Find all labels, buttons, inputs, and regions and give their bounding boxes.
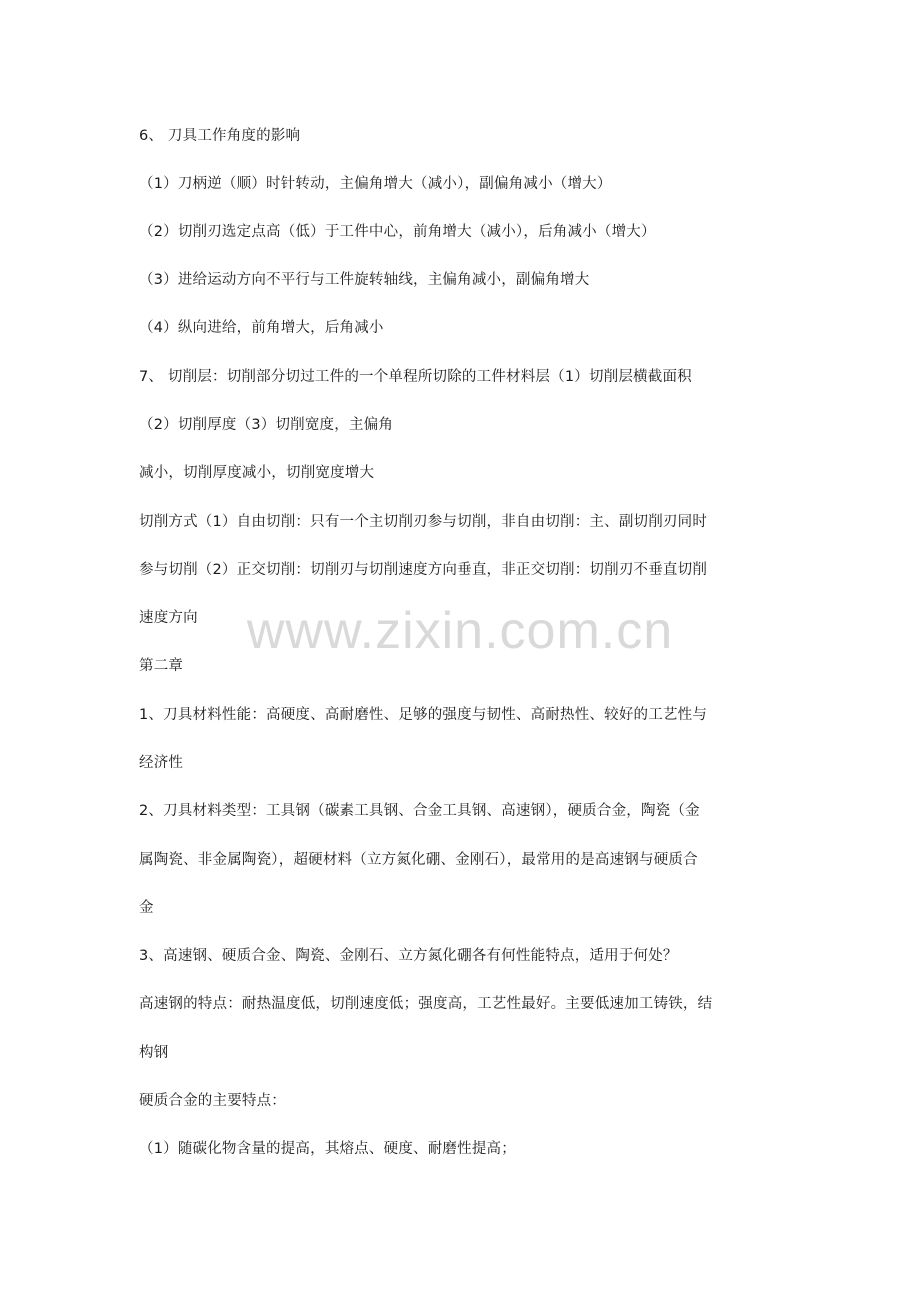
text-line: 高速钢的特点：耐热温度低，切削速度低；强度高，工艺性最好。主要低速加工铸铁，结 (139, 996, 713, 1012)
text-line: 构钢 (139, 1045, 169, 1061)
text-line: 硬质合金的主要特点： (139, 1093, 286, 1109)
text-line: 6、 刀具工作角度的影响 (139, 128, 301, 144)
text-line: 3、高速钢、硬质合金、陶瓷、金刚石、立方氮化硼各有何性能特点，适用于何处？ (139, 948, 678, 964)
text-line: 2、刀具材料类型：工具钢（碳素工具钢、合金工具钢、高速钢），硬质合金，陶瓷（金 (139, 803, 700, 819)
text-line: （3）进给运动方向不平行与工件旋转轴线，主偏角减小，副偏角增大 (139, 272, 590, 288)
text-line: 7、 切削层：切削部分切过工件的一个单程所切除的工件材料层（1）切削层横截面积 (139, 369, 692, 385)
chapter-heading: 第二章 (139, 658, 184, 674)
watermark: www.zixin.com.cn (246, 602, 674, 660)
text-line: 经济性 (139, 755, 184, 771)
text-line: （2）切削厚度（3）切削宽度，主偏角 (139, 417, 394, 433)
text-line: 1、刀具材料性能：高硬度、高耐磨性、足够的强度与韧性、高耐热性、较好的工艺性与 (139, 707, 708, 723)
text-line: （2）切削刃选定点高（低）于工件中心，前角增大（减小），后角减小（增大） (139, 224, 656, 240)
text-line: 减小，切削厚度减小，切削宽度增大 (139, 465, 375, 481)
text-line: （4）纵向进给，前角增大，后角减小 (139, 320, 384, 336)
text-line: 金 (139, 900, 154, 916)
text-line: （1）随碳化物含量的提高，其熔点、硬度、耐磨性提高； (139, 1141, 516, 1157)
text-line: 速度方向 (139, 610, 198, 626)
text-line: （1）刀柄逆（顺）时针转动，主偏角增大（减小），副偏角减小（增大） (139, 176, 612, 192)
text-line: 参与切削（2）正交切削：切削刃与切削速度方向垂直，非正交切削：切削刃不垂直切削 (139, 562, 708, 578)
text-line: 切削方式（1）自由切削：只有一个主切削刃参与切削，非自由切削：主、副切削刃同时 (139, 514, 708, 530)
text-line: 属陶瓷、非金属陶瓷），超硬材料（立方氮化硼、金刚石），最常用的是高速钢与硬质合 (139, 852, 698, 868)
